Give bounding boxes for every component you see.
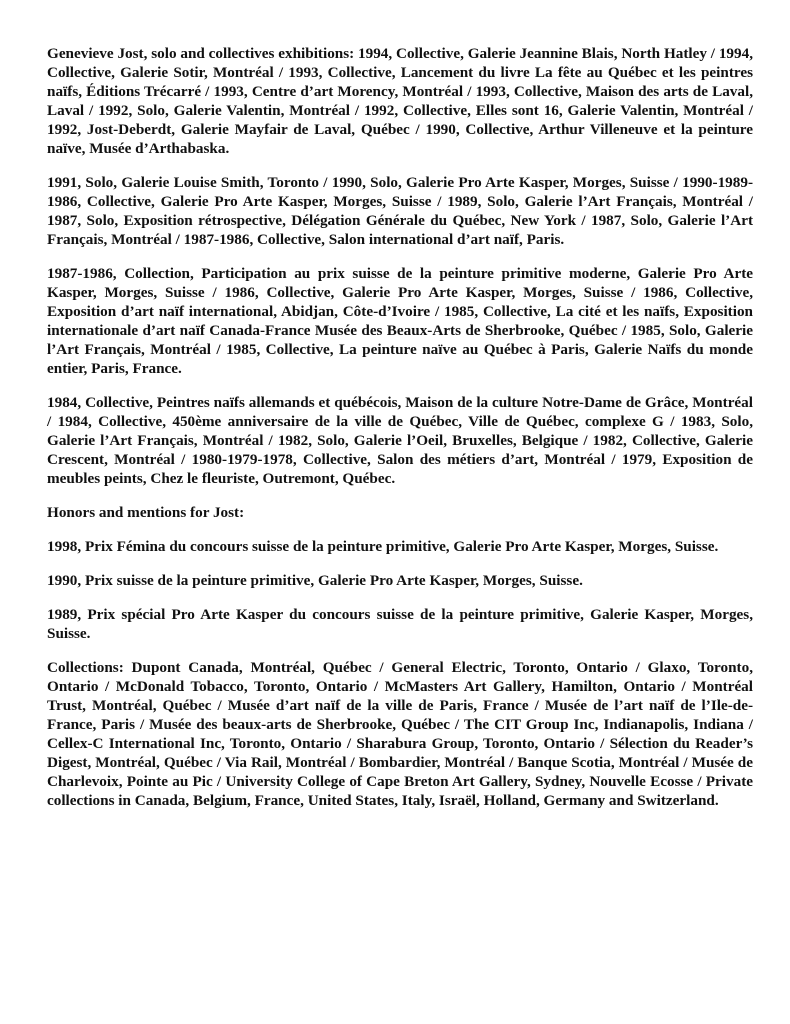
honor-1998: 1998, Prix Fémina du concours suisse de la peinture primitive, Galerie Pro Arte Kasper, Morges, Suisse. [47,538,719,555]
honor-1990: 1990, Prix suisse de la peinture primitive, Galerie Pro Arte Kasper, Morges, Suisse. [47,572,583,589]
exhibitions-paragraph-1987-1985: 1987-1986, Collection, Participation au prix suisse de la peinture primitive moderne, Galerie Pro Arte Kasper, Morges, Suisse / 1986, Collective, Galerie Pro Arte Kasper, Morges, Suisse / 1986, Collective, Exposition d’art naïf international, Abidjan, Côte-d’Ivoire / 1985, Collective, La cité et les naïfs, Exposition internationale d’art naïf Canada-France Musée des Beaux-Arts de Sherbrooke, Québec / 1985, Solo, Galerie l’Art Français, Montréal / 1985, Collective, La peinture naïve au Québec à Paris, Galerie Naïfs du monde entier, Paris, France. [47,265,753,377]
exhibitions-paragraph-1994-1990: Genevieve Jost, solo and collectives exhibitions: 1994, Collective, Galerie Jeannine Blais, North Hatley / 1994, Collective, Galerie Sotir, Montréal / 1993, Collective, Lancement du livre La fête au Québec et les peintres naïfs, Éditions Trécarré / 1993, Centre d’art Morency, Montréal / 1993, Collective, Maison des arts de Laval, Laval / 1992, Solo, Galerie Valentin, Montréal / 1992, Collective, Elles sont 16, Galerie Valentin, Montréal / 1992, Jost-Deberdt, Galerie Mayfair de Laval, Québec / 1990, Collective, Arthur Villeneuve et la peinture naïve, Musée d’Arthabaska. [47,45,753,157]
collections-paragraph: Collections: Dupont Canada, Montréal, Québec / General Electric, Toronto, Ontario / Glaxo, Toronto, Ontario / McDonald Tobacco, Toronto, Ontario / McMasters Art Gallery, Hamilton, Ontario / Montréal Trust, Montréal, Québec / Musée d’art naïf de la ville de Paris, France / Musée de l’art naïf de l’Ile-de-France, Paris / Musée des beaux-arts de Sherbrooke, Québec / The CIT Group Inc, Indianapolis, Indiana / Cellex-C International Inc, Toronto, Ontario / Sharabura Group, Toronto, Ontario / Sélection du Reader’s Digest, Montréal, Québec / Via Rail, Montréal / Bombardier, Montréal / Banque Scotia, Montréal / Musée de Charlevoix, Pointe au Pic / University College of Cape Breton Art Gallery, Sydney, Nouvelle Ecosse / Private collections in Canada, Belgium, France, United States, Italy, Israël, Holland, Germany and Switzerland. [47,659,753,809]
honors-heading: Honors and mentions for Jost: [47,504,245,521]
honor-1989: 1989, Prix spécial Pro Arte Kasper du concours suisse de la peinture primitive, Galerie Kasper, Morges, Suisse. [47,606,753,642]
document-page [47,44,753,825]
exhibitions-paragraph-1991-1986: 1991, Solo, Galerie Louise Smith, Toronto / 1990, Solo, Galerie Pro Arte Kasper, Morges, Suisse / 1990-1989-1986, Collective, Galerie Pro Arte Kasper, Morges, Suisse / 1989, Solo, Galerie l’Art Français, Montréal / 1987, Solo, Exposition rétrospective, Délégation Générale du Québec, New York / 1987, Solo, Galerie l’Art Français, Montréal / 1987-1986, Collective, Salon international d’art naïf, Paris. [47,174,753,248]
exhibitions-paragraph-1984-1978: 1984, Collective, Peintres naïfs allemands et québécois, Maison de la culture Notre-Dame de Grâce, Montréal / 1984, Collective, 450ème anniversaire de la ville de Québec, Ville de Québec, complexe G / 1983, Solo, Galerie l’Art Français, Montréal / 1982, Solo, Galerie l’Oeil, Bruxelles, Belgique / 1982, Collective, Galerie Crescent, Montréal / 1980-1979-1978, Collective, Salon des métiers d’art, Montréal / 1979, Exposition de meubles peints, Chez le fleuriste, Outremont, Québec. [47,394,753,487]
